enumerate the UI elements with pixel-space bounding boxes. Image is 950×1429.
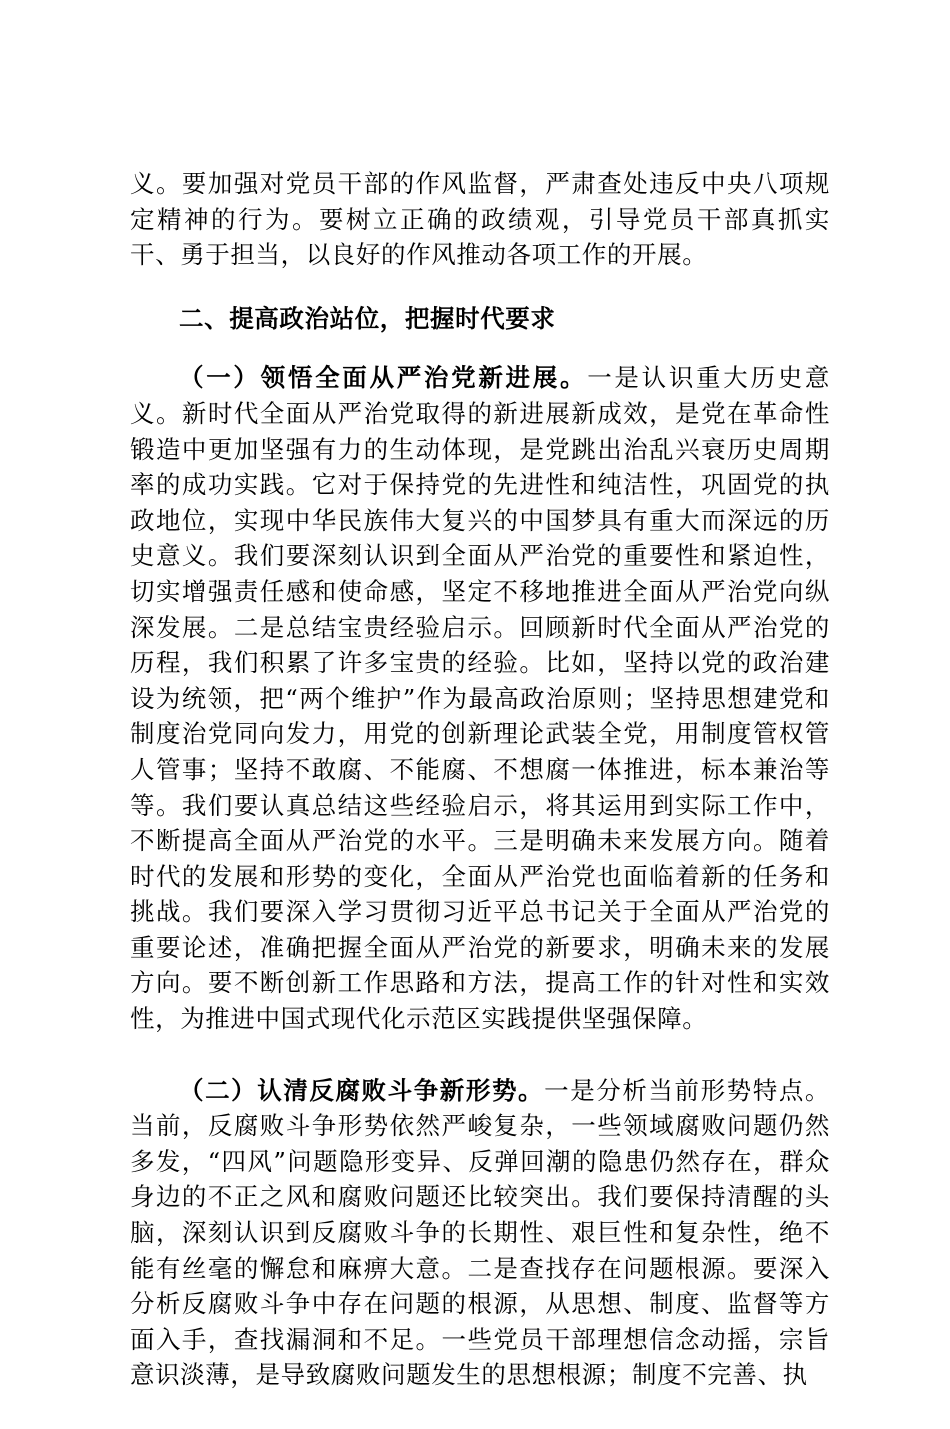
paragraph-1 bbox=[130, 360, 830, 1036]
section-heading: 二、提高政治站位，把握时代要求 bbox=[179, 303, 556, 333]
document-body bbox=[130, 166, 830, 1429]
paragraph-2-body: 一是分析当前形势特点。当前，反腐败斗争形势依然严峻复杂，一些领域腐败问题仍然多发，“四风”问题隐形变异、反弹回潮的隐患仍然存在，群众身边的不正之风和腐败问题还比较突出。我们要保持清醒的头脑，深刻认识到反腐败斗争的长期性、艰巨性和复杂性，绝不能有丝毫的懈怠和麻痹大意。二是查找存在问题根源。要深入分析反腐败斗争中存在问题的根源，从思想、制度、监督等方面入手，查找漏洞和不足。一些党员干部理想信念动摇，宗旨意识淡薄，是导致腐败问题发生的思想根源；制度不完善、执 bbox=[130, 1075, 830, 1390]
paragraph-1-body: 一是认识重大历史意义。新时代全面从严治党取得的新进展新成效，是党在革命性锻造中更加坚强有力的生动体现，是党跳出治乱兴衰历史周期率的成功实践。它对于保持党的先进性和纯洁性，巩固党的执政地位，实现中华民族伟大复兴的中国梦具有重大而深远的历史意义。我们要深刻认识到全面从严治党的重要性和紧迫性，切实增强责任感和使命感，坚定不移地推进全面从严治党向纵深发展。二是总结宝贵经验启示。回顾新时代全面从严治党的历程，我们积累了许多宝贵的经验。比如，坚持以党的政治建设为统领，把“两个维护”作为最高政治原则；坚持思想建党和制度治党同向发力，用党的创新理论武装全党，用制度管权管人管事；坚持不敢腐、不能腐、不想腐一体推进，标本兼治等等。我们要认真总结这些经验启示，将其运用到实际工作中，不断提高全面从严治党的水平。三是明确未来发展方向。随着时代的发展和形势的变化，全面从严治党也面临着新的任务和挑战。我们要深入学习贯彻习近平总书记关于全面从严治党的重要论述，准确把握全面从严治党的新要求，明确未来的发展方向。要不断创新工作思路和方法，提高工作的针对性和实效性，为推进中国式现代化示范区实践提供坚强保障。 bbox=[130, 363, 831, 1034]
paragraph-1-lead: （一）领悟全面从严治党新进展。 bbox=[179, 363, 588, 393]
paragraph-2-lead: （二）认清反腐败斗争新形势。 bbox=[179, 1075, 545, 1105]
continuation-paragraph: 义。要加强对党员干部的作风监督，严肃查处违反中央八项规定精神的行为。要树立正确的政绩观，引导党员干部真抓实干、勇于担当，以良好的作风推动各项工作的开展。 bbox=[130, 169, 830, 270]
paragraph-2 bbox=[130, 1073, 830, 1393]
